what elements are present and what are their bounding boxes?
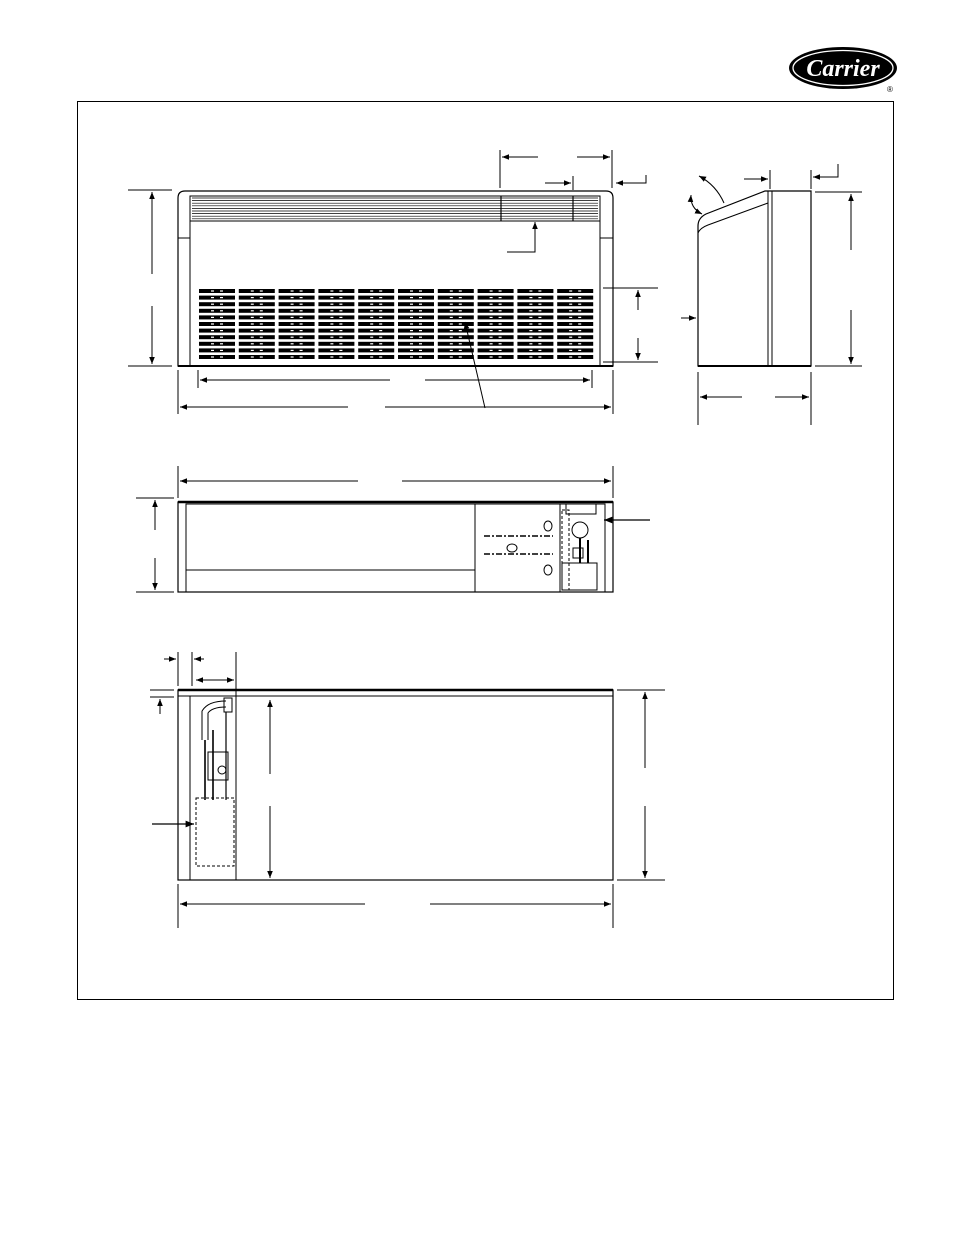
louver-blade [239,348,275,352]
louver-blade [557,302,593,306]
louver-blade [279,355,315,359]
top-view-knockout-1 [544,521,552,531]
louver-blade [478,322,514,326]
louver-blade [199,342,235,346]
louver-blade [478,348,514,352]
louver-blade [478,289,514,293]
louver-blade [199,355,235,359]
louver-blade [358,348,394,352]
louver-blade [398,302,434,306]
louver-blade [517,289,553,293]
discharge-grille [192,198,598,219]
louver-blade [478,355,514,359]
louver-blade [199,335,235,339]
louver-blade [398,315,434,319]
louver-blade [318,315,354,319]
louver-blade [517,348,553,352]
louver-blade [279,348,315,352]
louver-column [398,289,434,359]
louver-blade [358,355,394,359]
side-cabinet-outline [698,191,811,366]
louver-blade [239,355,275,359]
louver-blade [358,309,394,313]
louver-blade [358,315,394,319]
return-air-louvers [199,289,593,359]
louver-blade [398,329,434,333]
rear-valve-body [208,752,228,780]
louver-blade [557,289,593,293]
louver-blade [239,322,275,326]
louver-blade [199,322,235,326]
louver-blade [398,355,434,359]
louver-blade [279,322,315,326]
louver-blade [239,289,275,293]
louver-blade [517,342,553,346]
top-view-valve-box [566,504,596,514]
louver-column [517,289,553,359]
louver-blade [398,342,434,346]
louver-blade [517,355,553,359]
side-top-bevel [698,203,768,233]
dim-side-offset [616,175,646,183]
louver-blade [318,355,354,359]
top-view-fitting [573,548,583,558]
louver-blade [517,329,553,333]
louver-blade [438,342,474,346]
louver-blade [279,289,315,293]
leader-control-door [507,222,535,252]
louver-blade [358,296,394,300]
louver-blade [478,309,514,313]
louver-blade [239,302,275,306]
louver-blade [438,355,474,359]
louver-blade [199,302,235,306]
louver-blade [239,296,275,300]
louver-blade [318,322,354,326]
top-view-knockout-2 [507,544,517,552]
louver-blade [279,329,315,333]
louver-blade [517,315,553,319]
rear-control-box [196,798,234,866]
louver-blade [438,348,474,352]
top-view-coil [186,504,475,570]
louver-blade [358,289,394,293]
louver-blade [279,315,315,319]
louver-blade [199,329,235,333]
louver-blade [478,335,514,339]
louver-blade [239,315,275,319]
louver-blade [557,335,593,339]
louver-blade [517,322,553,326]
top-view-valve-actuator [572,522,588,538]
louver-blade [279,302,315,306]
louver-blade [478,302,514,306]
louver-blade [557,315,593,319]
louver-blade [398,322,434,326]
top-view-outline [178,502,613,592]
louver-column [478,289,514,359]
louver-blade [438,302,474,306]
louver-blade [557,322,593,326]
louver-blade [398,296,434,300]
louver-blade [318,335,354,339]
louver-blade [199,289,235,293]
louver-column [557,289,593,359]
louver-blade [517,302,553,306]
louver-column [199,289,235,359]
side-view [681,164,862,425]
louver-blade [279,296,315,300]
louver-blade [557,342,593,346]
louver-blade [318,309,354,313]
louver-blade [318,302,354,306]
louver-blade [438,296,474,300]
louver-blade [478,315,514,319]
louver-blade [239,329,275,333]
louver-blade [318,342,354,346]
top-view-knockout-3 [544,565,552,575]
louver-blade [358,342,394,346]
louver-column [438,289,474,359]
louver-blade [358,329,394,333]
louver-blade [557,309,593,313]
louver-blade [318,289,354,293]
rear-valve-handle [218,766,226,774]
louver-column [358,289,394,359]
louver-blade [239,342,275,346]
louver-blade [438,322,474,326]
louver-blade [239,309,275,313]
louver-blade [279,309,315,313]
louver-blade [279,342,315,346]
rear-view-outline [178,690,613,880]
louver-blade [199,315,235,319]
front-cabinet-outline [178,191,613,366]
top-view-dashed-channel [562,510,569,590]
louver-blade [398,335,434,339]
louver-blade [478,296,514,300]
top-view-junction-box [562,563,597,590]
louver-blade [438,289,474,293]
louver-blade [358,322,394,326]
louver-blade [199,348,235,352]
louver-blade [398,309,434,313]
louver-column [318,289,354,359]
louver-blade [557,348,593,352]
louver-blade [199,296,235,300]
louver-blade [438,329,474,333]
louver-blade [199,309,235,313]
louver-blade [478,342,514,346]
louver-blade [318,348,354,352]
louver-blade [517,296,553,300]
louver-blade [557,296,593,300]
dim-side-top-b [813,164,838,177]
louver-blade [239,335,275,339]
rear-view [150,652,665,928]
swing-arrow-inner [691,195,702,214]
louver-blade [358,335,394,339]
swing-arrow-outer [699,176,724,203]
louver-blade [318,296,354,300]
louver-blade [318,329,354,333]
louver-column [239,289,275,359]
louver-blade [557,329,593,333]
louver-column [279,289,315,359]
logo-brand-text: Carrier [806,56,880,82]
louver-blade [398,289,434,293]
louver-blade [398,348,434,352]
top-view [136,466,650,592]
louver-blade [557,355,593,359]
louver-blade [517,335,553,339]
louver-blade [517,309,553,313]
louver-blade [478,329,514,333]
louver-blade [438,315,474,319]
front-view [128,150,658,414]
louver-blade [358,302,394,306]
registered-mark: ® [887,85,893,94]
louver-blade [438,309,474,313]
louver-blade [279,335,315,339]
